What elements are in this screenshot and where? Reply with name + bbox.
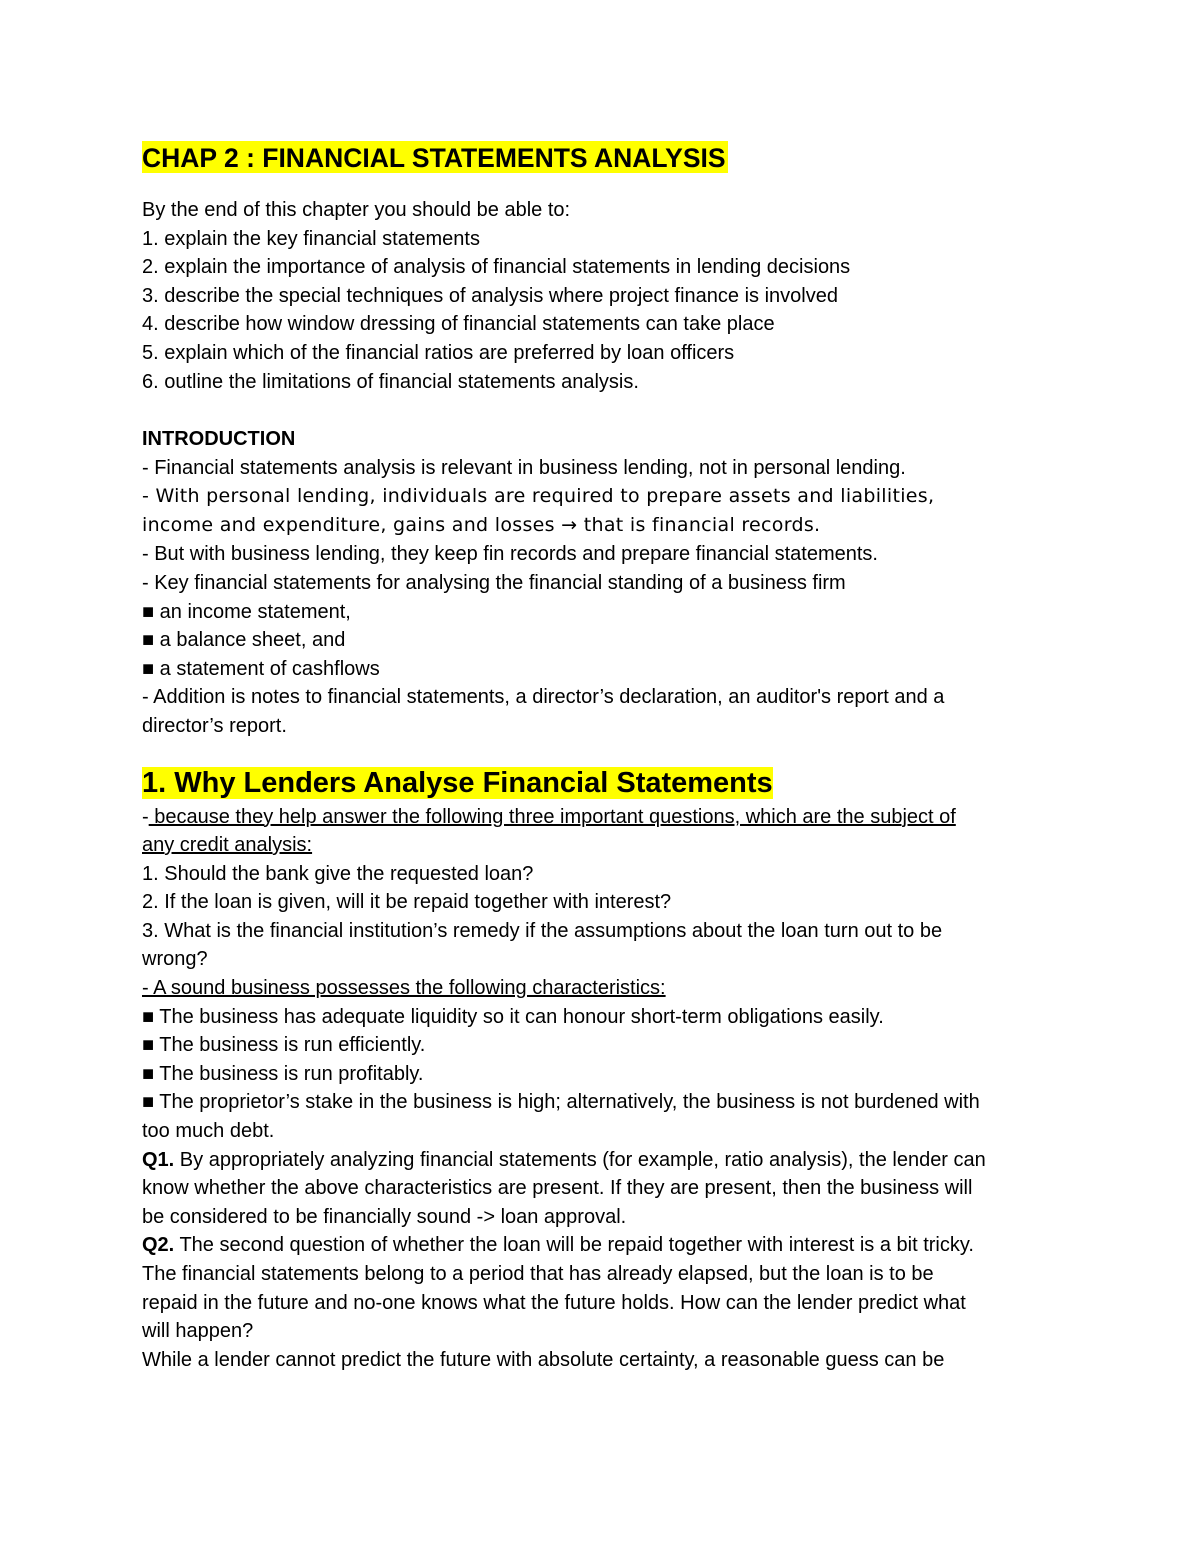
q2-line: While a lender cannot predict the future with absolute certainty, a reasonable guess can be [142,1348,945,1371]
question-item-cont: wrong? [142,948,208,971]
q1-text: By appropriately analyzing financial statements (for example, ratio analysis), the lender can [174,1148,986,1171]
q2-line: The financial statements belong to a period that has already elapsed, but the loan is to be [142,1263,934,1285]
q1-label: Q1. [142,1148,175,1171]
lead-text: because they help answer the following three important questions, which are the subject of [148,805,956,828]
section-1-heading [142,763,1060,803]
question-item: 3. What is the financial institution’s remedy if the assumptions about the loan turn out to be [142,919,943,942]
objective-item: 6. outline the limitations of financial statements analysis. [142,370,639,393]
objective-item: 4. describe how window dressing of financial statements can take place [142,313,775,336]
sound-business-heading [142,974,1060,1003]
characteristic-bullet: ■ The proprietor’s stake in the business is high; alternatively, the business is not burdened with [142,1091,980,1114]
intro-line: - But with business lending, they keep fin records and prepare financial statements. [142,543,878,566]
q1-line: be considered to be financially sound -> loan approval. [142,1205,627,1228]
question-item: 2. If the loan is given, will it be repaid together with interest? [142,891,672,914]
introduction-heading: INTRODUCTION [142,428,296,451]
lead-dash: - [142,805,149,828]
intro-line: income and expenditure, gains and losses → that is financial records. [142,514,821,537]
objectives-intro: By the end of this chapter you should be able to: [142,199,571,221]
section-1-lead-cont [142,831,1060,860]
introduction-section [142,425,1060,740]
statement-bullet: ■ an income statement, [142,600,351,623]
intro-line: director’s report. [142,714,287,737]
section-1-lead [142,803,1060,832]
characteristic-bullet-cont: too much debt. [142,1120,275,1143]
question-item: 1. Should the bank give the requested loan? [142,862,534,885]
objective-item: 3. describe the special techniques of analysis where project finance is involved [142,284,838,307]
intro-line: - Key financial statements for analysing the financial standing of a business firm [142,571,846,594]
intro-line: - With personal lending, individuals are required to prepare assets and liabilities, [142,485,935,508]
statement-bullet: ■ a balance sheet, and [142,629,346,652]
q2-label: Q2. [142,1234,175,1257]
q2-line: will happen? [142,1320,254,1343]
section-1-heading-text: 1. Why Lenders Analyse Financial Statements [142,766,773,799]
sound-business-heading-text: - A sound business possesses the following characteristics: [142,977,666,1000]
chapter-title [142,140,1060,176]
characteristic-bullet: ■ The business is run profitably. [142,1062,424,1085]
lead-text-cont: any credit analysis: [142,834,313,857]
statement-bullet: ■ a statement of cashflows [142,657,380,680]
objective-item: 5. explain which of the financial ratios are preferred by loan officers [142,341,735,364]
intro-line: - Addition is notes to financial statements, a director’s declaration, an auditor's report and a [142,686,945,709]
objective-item: 1. explain the key financial statements [142,227,480,250]
objectives-list [142,225,1060,397]
section-1 [142,763,1060,1375]
q2-line: repaid in the future and no-one knows what the future holds. How can the lender predict what [142,1291,966,1314]
intro-line: - Financial statements analysis is relevant in business lending, not in personal lending. [142,456,906,479]
characteristic-bullet: ■ The business has adequate liquidity so it can honour short-term obligations easily. [142,1005,884,1028]
chapter-title-text: CHAP 2 : FINANCIAL STATEMENTS ANALYSIS [142,143,726,173]
q1-paragraph [142,1146,1060,1175]
q2-paragraph [142,1231,1060,1260]
q1-line: know whether the above characteristics are present. If they are present, then the business will [142,1177,973,1200]
q2-text: The second question of whether the loan will be repaid together with interest is a bit tricky. [174,1234,974,1257]
characteristic-bullet: ■ The business is run efficiently. [142,1034,426,1057]
objective-item: 2. explain the importance of analysis of financial statements in lending decisions [142,256,851,279]
